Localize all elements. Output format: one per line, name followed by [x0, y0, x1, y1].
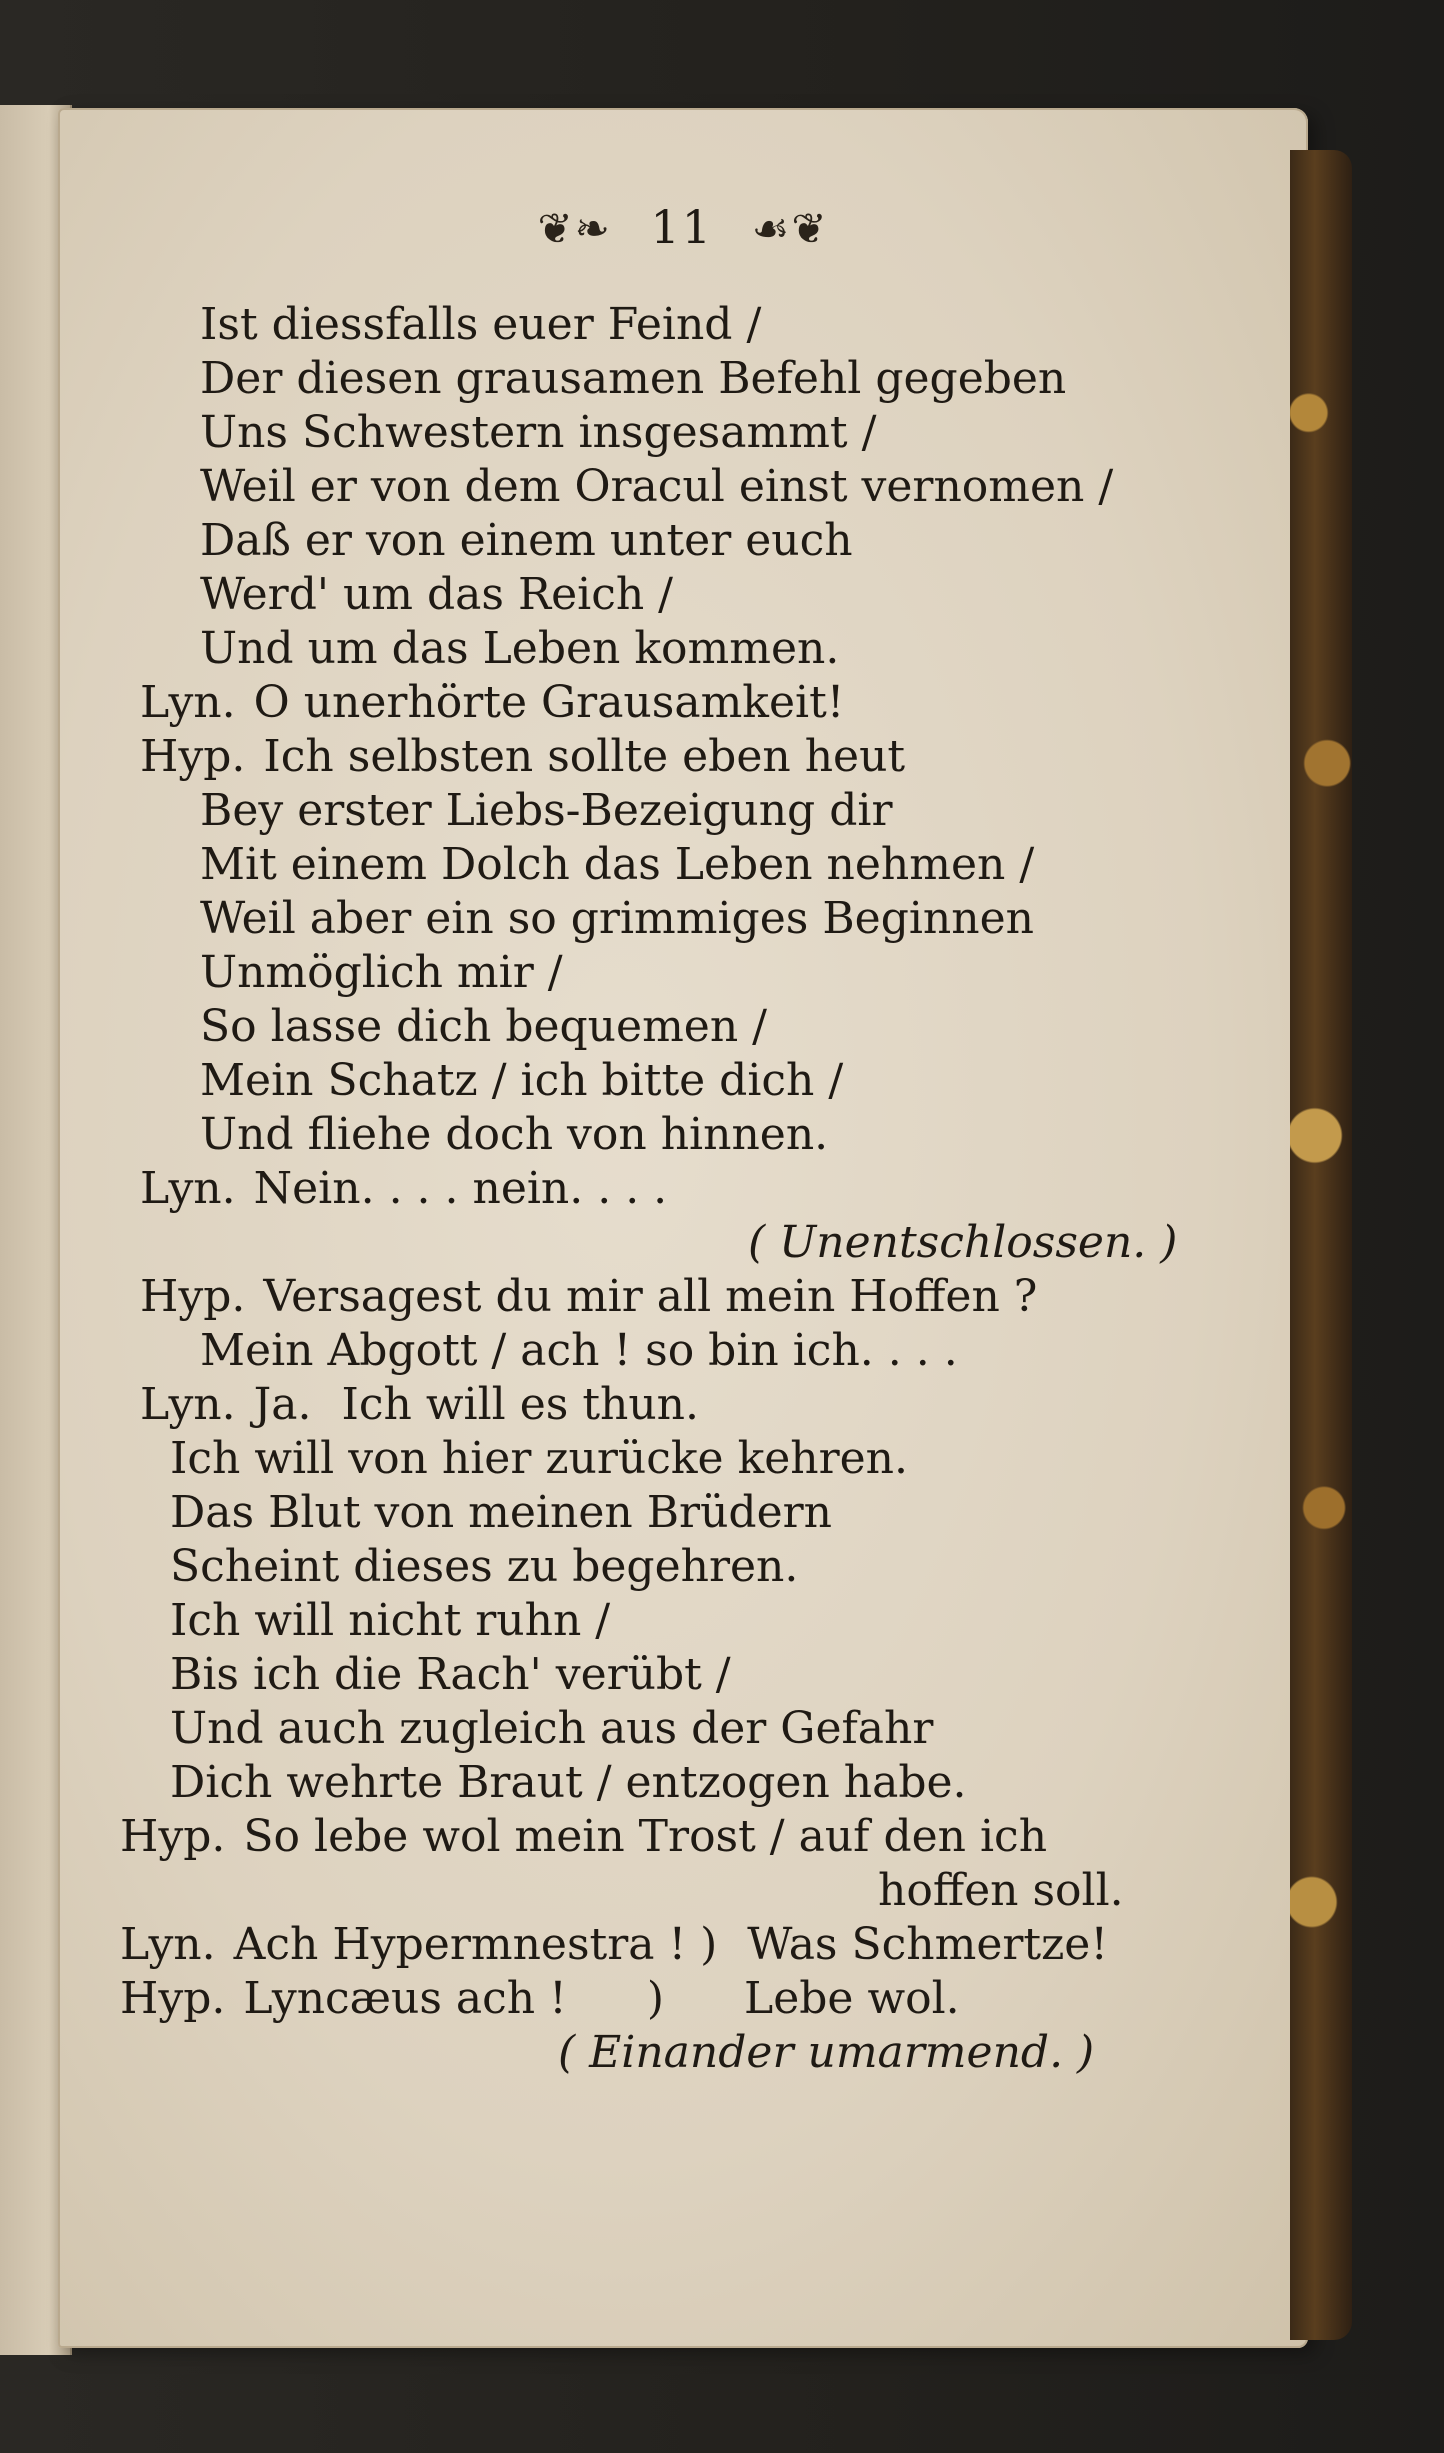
- ornament-left-icon: ❦❧: [537, 204, 612, 253]
- dialogue-line: Hyp. Ich selbsten sollte eben heut: [140, 731, 906, 782]
- stage-direction: ( Unentschlossen. ): [748, 1217, 1178, 1268]
- speaker-label: Hyp.: [120, 1811, 226, 1862]
- speaker-label: Lyn.: [140, 677, 236, 728]
- verse-line: Mein Abgott / ach ! so bin ich. . . .: [200, 1325, 958, 1376]
- speaker-label: Lyn.: [120, 1919, 216, 1970]
- verse-line: Und um das Leben kommen.: [200, 623, 840, 674]
- speaker-label: Lyn.: [140, 1163, 236, 1214]
- verse-line: Mein Schatz / ich bitte dich /: [200, 1055, 844, 1106]
- dialogue-line: Hyp. Versagest du mir all mein Hoffen ?: [140, 1271, 1038, 1322]
- verse-line: Ich will nicht ruhn /: [170, 1595, 611, 1646]
- dialogue-line: Hyp. Lyncæus ach ! ) Lebe wol.: [120, 1973, 960, 2024]
- page-header: [58, 200, 1308, 254]
- speaker-label: Lyn.: [140, 1379, 236, 1430]
- verse-line: Dich wehrte Braut / entzogen habe.: [170, 1757, 967, 1808]
- verse-line: Scheint dieses zu begehren.: [170, 1541, 799, 1592]
- verse-line: Und auch zugleich aus der Gefahr: [170, 1703, 934, 1754]
- verse-line: Weil er von dem Oracul einst vernomen /: [200, 461, 1114, 512]
- verse-line: Das Blut von meinen Brüdern: [170, 1487, 832, 1538]
- dialogue-line: Lyn. Nein. . . . nein. . . .: [140, 1163, 668, 1214]
- speaker-label: Hyp.: [140, 731, 246, 782]
- dialogue-line: Lyn. O unerhörte Grausamkeit!: [140, 677, 845, 728]
- page-number: 11: [650, 200, 714, 254]
- stage-direction: ( Einander umarmend. ): [558, 2027, 1095, 2078]
- verse-line: So lasse dich bequemen /: [200, 1001, 767, 1052]
- verse-line: Ist diessfalls euer Feind /: [200, 299, 762, 350]
- verse-line: Und fliehe doch von hinnen.: [200, 1109, 829, 1160]
- speaker-label: Hyp.: [140, 1271, 246, 1322]
- ornament-right-icon: ☙❦: [751, 204, 829, 253]
- verse-line: Der diesen grausamen Befehl gegeben: [200, 353, 1067, 404]
- verse-line: Bis ich die Rach' verübt /: [170, 1649, 731, 1700]
- dialogue-line: Lyn. Ja. Ich will es thun.: [140, 1379, 699, 1430]
- verse-line: Daß er von einem unter euch: [200, 515, 853, 566]
- dialogue-line: Lyn. Ach Hypermnestra ! ) Was Schmertze!: [120, 1919, 1108, 1970]
- verse-line: Weil aber ein so grimmiges Beginnen: [200, 893, 1034, 944]
- verse-line: Mit einem Dolch das Leben nehmen /: [200, 839, 1035, 890]
- verse-line: Uns Schwestern insgesammt /: [200, 407, 877, 458]
- verse-line: Werd' um das Reich /: [200, 569, 673, 620]
- verse-line: Bey erster Liebs-Bezeigung dir: [200, 785, 893, 836]
- page-text: [58, 108, 1308, 2348]
- dialogue-line: Hyp. So lebe wol mein Trost / auf den ich: [120, 1811, 1048, 1862]
- verse-line: Ich will von hier zurücke kehren.: [170, 1433, 909, 1484]
- speaker-label: Hyp.: [120, 1973, 226, 2024]
- verse-line: Unmöglich mir /: [200, 947, 563, 998]
- verse-line: hoffen soll.: [878, 1865, 1124, 1916]
